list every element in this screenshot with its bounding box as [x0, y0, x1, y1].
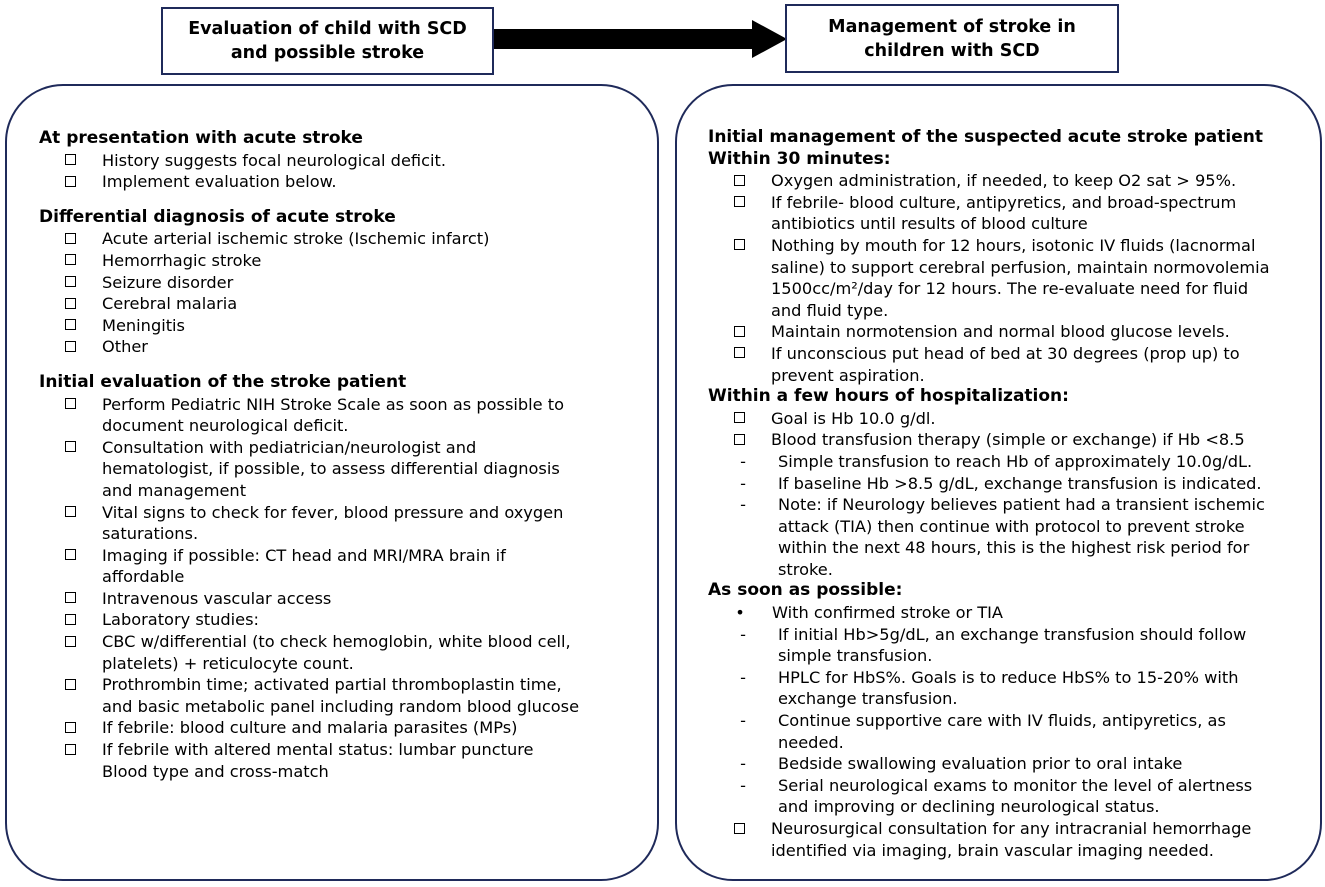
list-item [708, 667, 1270, 710]
checkbox-square-icon [708, 343, 771, 386]
management-content [708, 127, 1270, 861]
section-heading: Within a few hours of hospitalization: [708, 386, 1069, 407]
list-item [39, 674, 579, 717]
checkbox-square-icon [708, 321, 771, 343]
list-item [708, 710, 1270, 753]
header-evaluation-text: Evaluation of child with SCD and possible stroke [188, 19, 467, 63]
section-spacer [39, 193, 579, 207]
header-evaluation-box [161, 7, 494, 75]
list-item [39, 228, 579, 250]
list-item [708, 602, 1270, 624]
section-heading: Within 30 minutes: [708, 148, 891, 169]
list-item-text: Continue supportive care with IV fluids, antipyretics, as needed. [778, 711, 1226, 752]
list-item-text: Intravenous vascular access [102, 588, 332, 608]
list-item-text: Acute arterial ischemic stroke (Ischemic infarct) [102, 229, 490, 249]
list-item-text: Meningitis [102, 315, 185, 335]
list-item-text: Vital signs to check for fever, blood pressure and oxygen saturations. [102, 502, 564, 544]
checkbox-square-icon [39, 228, 102, 250]
list-item [708, 451, 1270, 473]
list-item [39, 545, 579, 588]
list-item-text: HPLC for HbS%. Goals is to reduce HbS% to 15-20% with exchange transfusion. [778, 667, 1239, 709]
list-item-text: Laboratory studies: [102, 610, 259, 630]
checkbox-square-icon [39, 739, 102, 782]
checkbox-square-icon [708, 235, 771, 321]
list-item [708, 624, 1270, 667]
checkbox-square-icon [39, 674, 102, 717]
list-item-text: Perform Pediatric NIH Stroke Scale as soon as possible to document neurological deficit. [102, 394, 565, 436]
list-item-text: Cerebral malaria [102, 294, 238, 314]
list-item-text: Neurosurgical consultation for any intracranial hemorrhage identified via imaging, brain vascular imaging needed. [771, 819, 1252, 860]
list-item-text: If unconscious put head of bed at 30 degrees (prop up) to prevent aspiration. [771, 343, 1240, 385]
list-item-text: Consultation with pediatrician/neurologist and hematologist, if possible, to assess differential diagnosis and management [102, 437, 560, 500]
header-management-box [785, 4, 1119, 73]
list-item-text: Hemorrhagic stroke [102, 250, 262, 270]
checkbox-square-icon [708, 818, 771, 861]
list-item-text: If febrile: blood culture and malaria parasites (MPs) [102, 718, 518, 738]
list-item [708, 321, 1270, 343]
checkbox-square-icon [39, 631, 102, 674]
checkbox-square-icon [39, 250, 102, 272]
list-item [708, 473, 1270, 495]
list-item-text: Bedside swallowing evaluation prior to oral intake [778, 754, 1183, 774]
list-item [39, 631, 579, 674]
checkbox-square-icon [39, 272, 102, 294]
list-item-text: Seizure disorder [102, 272, 234, 292]
checkbox-square-icon [39, 336, 102, 358]
list-item [39, 588, 579, 610]
list-item [708, 429, 1270, 451]
checkbox-square-icon [39, 545, 102, 588]
dash-bullet-icon: - [740, 711, 746, 731]
dash-bullet-icon: - [740, 667, 746, 687]
list-item [39, 150, 579, 172]
list-item [39, 272, 579, 294]
list-item [708, 170, 1270, 192]
checkbox-square-icon [39, 437, 102, 502]
checkbox-square-icon [39, 502, 102, 545]
list-item-text: If initial Hb>5g/dL, an exchange transfusion should follow simple transfusion. [778, 624, 1247, 666]
list-item-text: Note: if Neurology believes patient had a transient ischemic attack (TIA) then continue with protocol to prevent stroke within the next 48 hours, this is the highest risk period for stroke. [778, 495, 1265, 579]
list-item [708, 494, 1270, 580]
checkbox-square-icon [39, 171, 102, 193]
list-item [708, 235, 1270, 321]
list-item-text: Maintain normotension and normal blood glucose levels. [771, 322, 1230, 342]
list-item [39, 437, 579, 502]
list-item-text: Simple transfusion to reach Hb of approximately 10.0g/dL. [778, 451, 1253, 471]
checkbox-square-icon [708, 429, 771, 451]
checkbox-square-icon [39, 717, 102, 739]
list-item-text: Serial neurological exams to monitor the level of alertness and improving or declining neurological status. [778, 775, 1253, 817]
dot-bullet-icon: • [735, 603, 745, 623]
list-item [39, 250, 579, 272]
checkbox-square-icon [708, 408, 771, 430]
dash-bullet-icon: - [740, 473, 746, 493]
list-item-text: Prothrombin time; activated partial thromboplastin time, and basic metabolic panel including random blood glucose [102, 675, 580, 716]
list-item [39, 394, 579, 437]
section-spacer [39, 358, 579, 372]
list-item [708, 753, 1270, 775]
list-item [39, 739, 579, 782]
list-item-text: If febrile with altered mental status: lumbar puncture Blood type and cross-match [102, 740, 534, 781]
list-item [39, 293, 579, 315]
list-item-text: Blood transfusion therapy (simple or exchange) if Hb <8.5 [771, 430, 1245, 450]
list-item [708, 408, 1270, 430]
arrow-right-icon [494, 20, 789, 58]
checkbox-square-icon [39, 394, 102, 437]
dash-bullet-icon: - [740, 624, 746, 644]
section-heading: As soon as possible: [708, 580, 903, 601]
list-item [39, 502, 579, 545]
checkbox-square-icon [39, 588, 102, 610]
list-item [39, 717, 579, 739]
list-item [39, 336, 579, 358]
list-item-text: Other [102, 337, 148, 357]
list-item [708, 343, 1270, 386]
checkbox-square-icon [39, 609, 102, 631]
header-management-text: Management of stroke in children with SCD [828, 16, 1076, 61]
evaluation-content [39, 128, 579, 782]
list-item [708, 818, 1270, 861]
section-heading: Initial evaluation of the stroke patient [39, 371, 407, 392]
dash-bullet-icon: - [740, 754, 746, 774]
list-item-text: Imaging if possible: CT head and MRI/MRA brain if affordable [102, 545, 506, 587]
list-item-text: Oxygen administration, if needed, to keep O2 sat > 95%. [771, 171, 1237, 191]
list-item-text: History suggests focal neurological deficit. [102, 150, 446, 170]
list-item [39, 315, 579, 337]
section-heading: Initial management of the suspected acute stroke patient [708, 127, 1263, 147]
dash-bullet-icon: - [740, 495, 746, 515]
list-item-text: Nothing by mouth for 12 hours, isotonic IV fluids (lacnormal saline) to support cerebral perfusion, maintain normovolemia 1500cc/m²/day for 12 hours. The re-evaluate need for fluid and fluid type. [771, 235, 1270, 320]
list-item-text: If baseline Hb >8.5 g/dL, exchange transfusion is indicated. [778, 473, 1262, 493]
list-item [708, 192, 1270, 235]
checkbox-square-icon [708, 170, 771, 192]
checkbox-square-icon [39, 150, 102, 172]
list-item-text: If febrile- blood culture, antipyretics, and broad-spectrum antibiotics until results of blood culture [771, 192, 1237, 234]
section-heading: At presentation with acute stroke [39, 128, 363, 148]
checkbox-square-icon [708, 192, 771, 235]
list-item-text: Goal is Hb 10.0 g/dl. [771, 408, 936, 428]
list-item [39, 171, 579, 193]
list-item-text: CBC w/differential (to check hemoglobin, white blood cell, platelets) + reticulocyte count. [102, 632, 571, 673]
dash-bullet-icon: - [740, 451, 746, 471]
list-item-text: Implement evaluation below. [102, 172, 337, 192]
list-item [708, 775, 1270, 818]
list-item [39, 609, 579, 631]
checkbox-square-icon [39, 293, 102, 315]
section-heading: Differential diagnosis of acute stroke [39, 206, 396, 227]
list-item-text: With confirmed stroke or TIA [772, 603, 1004, 623]
checkbox-square-icon [39, 315, 102, 337]
dash-bullet-icon: - [740, 775, 746, 795]
